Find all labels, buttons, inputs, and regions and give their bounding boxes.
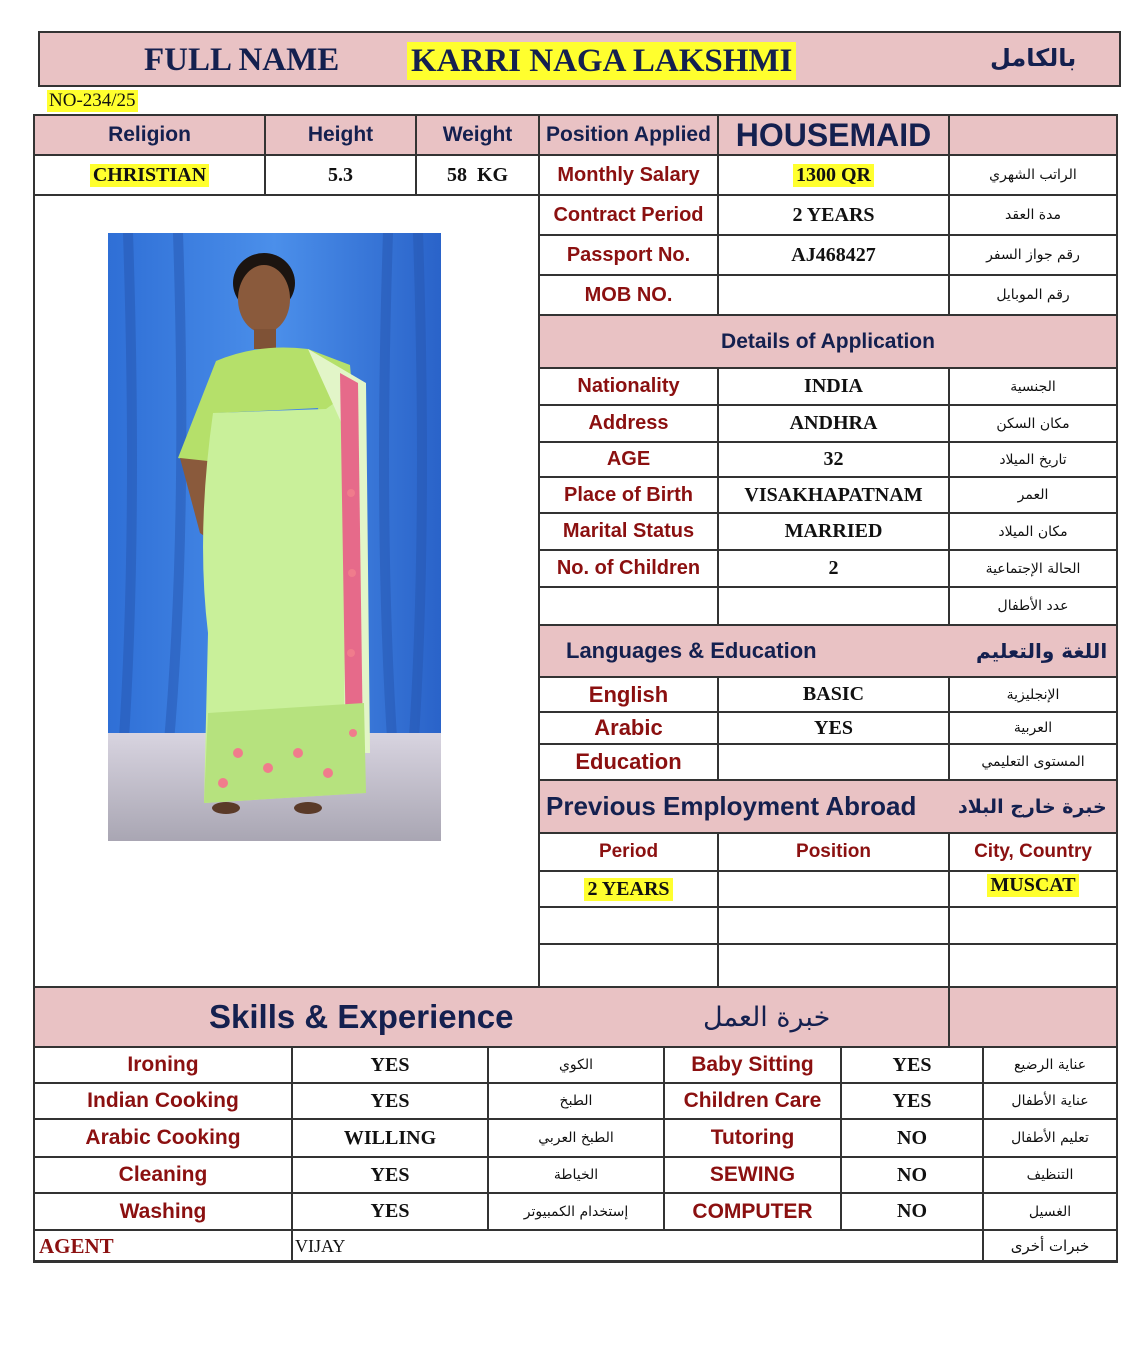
contract-value: AJ468427 [717, 234, 950, 276]
skill-value: YES [291, 1046, 489, 1084]
details-label: Address [538, 404, 719, 443]
skill-value: YES [840, 1046, 984, 1084]
skill-arabic: إستخدام الكمبيوتر [487, 1192, 665, 1231]
height-header: Height [264, 114, 417, 156]
skill-name: Tutoring [663, 1118, 842, 1158]
language-value [717, 743, 950, 781]
skills-title-arabic: خبرة العمل [703, 1001, 831, 1033]
contract-label: Monthly Salary [538, 154, 719, 196]
details-label: Marital Status [538, 512, 719, 551]
weight-value: 58 KG [415, 154, 540, 196]
full-name-arabic: بالكامل [990, 44, 1077, 72]
skill-value: YES [840, 1082, 984, 1120]
skill-name: SEWING [663, 1156, 842, 1194]
details-arabic: مكان الميلاد [948, 512, 1118, 551]
top-right-blank [948, 114, 1118, 156]
details-value: 2 [717, 549, 950, 588]
contract-arabic: رقم الموبايل [948, 274, 1118, 316]
skills-header-right [948, 986, 1118, 1048]
full-name-label: FULL NAME [144, 42, 340, 78]
contract-arabic: مدة العقد [948, 194, 1118, 236]
languages-title-arabic: اللغة والتعليم [976, 639, 1108, 663]
skill-value: YES [291, 1192, 489, 1231]
religion-value-cell [33, 154, 266, 196]
skill-arabic: التنظيف [982, 1156, 1118, 1194]
skills-header [33, 986, 950, 1048]
skill-name: Indian Cooking [33, 1082, 293, 1120]
contract-label: Contract Period [538, 194, 719, 236]
position-applied-value: HOUSEMAID [717, 114, 950, 156]
language-arabic: العربية [948, 711, 1118, 745]
employment-header [538, 779, 1118, 834]
language-arabic: الإنجليزية [948, 676, 1118, 713]
skill-arabic: عناية الرضيع [982, 1046, 1118, 1084]
details-arabic: مكان السكن [948, 404, 1118, 443]
skill-value: NO [840, 1156, 984, 1194]
employment-city [948, 943, 1118, 988]
details-value [717, 586, 950, 626]
employment-period [538, 943, 719, 988]
details-value: INDIA [717, 367, 950, 406]
employment-col-position: Position [717, 832, 950, 872]
skill-name: Cleaning [33, 1156, 293, 1194]
skill-name: Children Care [663, 1082, 842, 1120]
skill-value: NO [840, 1118, 984, 1158]
contract-value-cell [717, 154, 950, 196]
skill-arabic: تعليم الأطفال [982, 1118, 1118, 1158]
skill-arabic: الطبخ [487, 1082, 665, 1120]
employment-title: Previous Employment Abroad [546, 791, 917, 821]
language-value: YES [717, 711, 950, 745]
employment-city: MUSCAT [987, 874, 1078, 897]
details-label: Place of Birth [538, 476, 719, 514]
skill-value: NO [840, 1192, 984, 1231]
details-label: Nationality [538, 367, 719, 406]
skill-arabic: الغسيل [982, 1192, 1118, 1231]
agent-value-cell [291, 1229, 984, 1263]
languages-title: Languages & Education [566, 638, 817, 663]
details-value: 32 [717, 441, 950, 478]
contract-arabic: الراتب الشهري [948, 154, 1118, 196]
employment-title-arabic: خبرة خارج البلاد [958, 795, 1107, 818]
contract-value: 2 YEARS [717, 194, 950, 236]
agent-value: VIJAY [295, 1235, 346, 1256]
employment-city [948, 906, 1118, 945]
languages-header [538, 624, 1118, 678]
details-arabic: الحالة الإجتماعية [948, 549, 1118, 588]
contract-value: 1300 QR [793, 164, 874, 187]
details-arabic: الجنسية [948, 367, 1118, 406]
employment-col-period: Period [538, 832, 719, 872]
position-applied-header: Position Applied [538, 114, 719, 156]
language-value: BASIC [717, 676, 950, 713]
employment-period [538, 906, 719, 945]
skill-value: WILLING [291, 1118, 489, 1158]
skills-title: Skills & Experience [209, 998, 514, 1035]
skill-value: YES [291, 1156, 489, 1194]
details-arabic: العمر [948, 476, 1118, 514]
details-title: Details of Application [538, 314, 1118, 369]
agent-label: AGENT [39, 1233, 114, 1258]
weight-header: Weight [415, 114, 540, 156]
details-arabic: تاريخ الميلاد [948, 441, 1118, 478]
skill-arabic: الطبخ العربي [487, 1118, 665, 1158]
candidate-photo [108, 233, 441, 841]
agent-label-cell [33, 1229, 293, 1263]
height-value: 5.3 [264, 154, 417, 196]
details-value: MARRIED [717, 512, 950, 551]
skill-value: YES [291, 1082, 489, 1120]
skill-name: COMPUTER [663, 1192, 842, 1231]
details-label: AGE [538, 441, 719, 478]
employment-city-cell [948, 870, 1118, 908]
skill-name: Arabic Cooking [33, 1118, 293, 1158]
employment-col-city: City, Country [948, 832, 1118, 872]
skill-name: Washing [33, 1192, 293, 1231]
details-arabic: عدد الأطفال [948, 586, 1118, 626]
religion-header: Religion [33, 114, 266, 156]
details-value: VISAKHAPATNAM [717, 476, 950, 514]
contract-label: Passport No. [538, 234, 719, 276]
employment-position [717, 943, 950, 988]
language-label: English [538, 676, 719, 713]
skill-arabic: الخياطة [487, 1156, 665, 1194]
details-value: ANDHRA [717, 404, 950, 443]
language-label: Arabic [538, 711, 719, 745]
skill-name: Ironing [33, 1046, 293, 1084]
details-label: No. of Children [538, 549, 719, 588]
employment-period-cell [538, 870, 719, 908]
other-experience-arabic: خبرات أخرى [982, 1229, 1118, 1263]
religion-value: CHRISTIAN [90, 164, 209, 187]
details-label [538, 586, 719, 626]
reference-number: NO-234/25 [49, 90, 136, 111]
language-label: Education [538, 743, 719, 781]
employment-period: 2 YEARS [584, 878, 672, 901]
full-name-value: KARRI NAGA LAKSHMI [407, 42, 796, 80]
contract-label: MOB NO. [538, 274, 719, 316]
skill-arabic: الكوي [487, 1046, 665, 1084]
employment-position [717, 870, 950, 908]
contract-value [717, 274, 950, 316]
skill-name: Baby Sitting [663, 1046, 842, 1084]
candidate-photo-image [108, 233, 441, 841]
skill-arabic: عناية الأطفال [982, 1082, 1118, 1120]
employment-position [717, 906, 950, 945]
contract-arabic: رقم جواز السفر [948, 234, 1118, 276]
language-arabic: المستوى التعليمي [948, 743, 1118, 781]
